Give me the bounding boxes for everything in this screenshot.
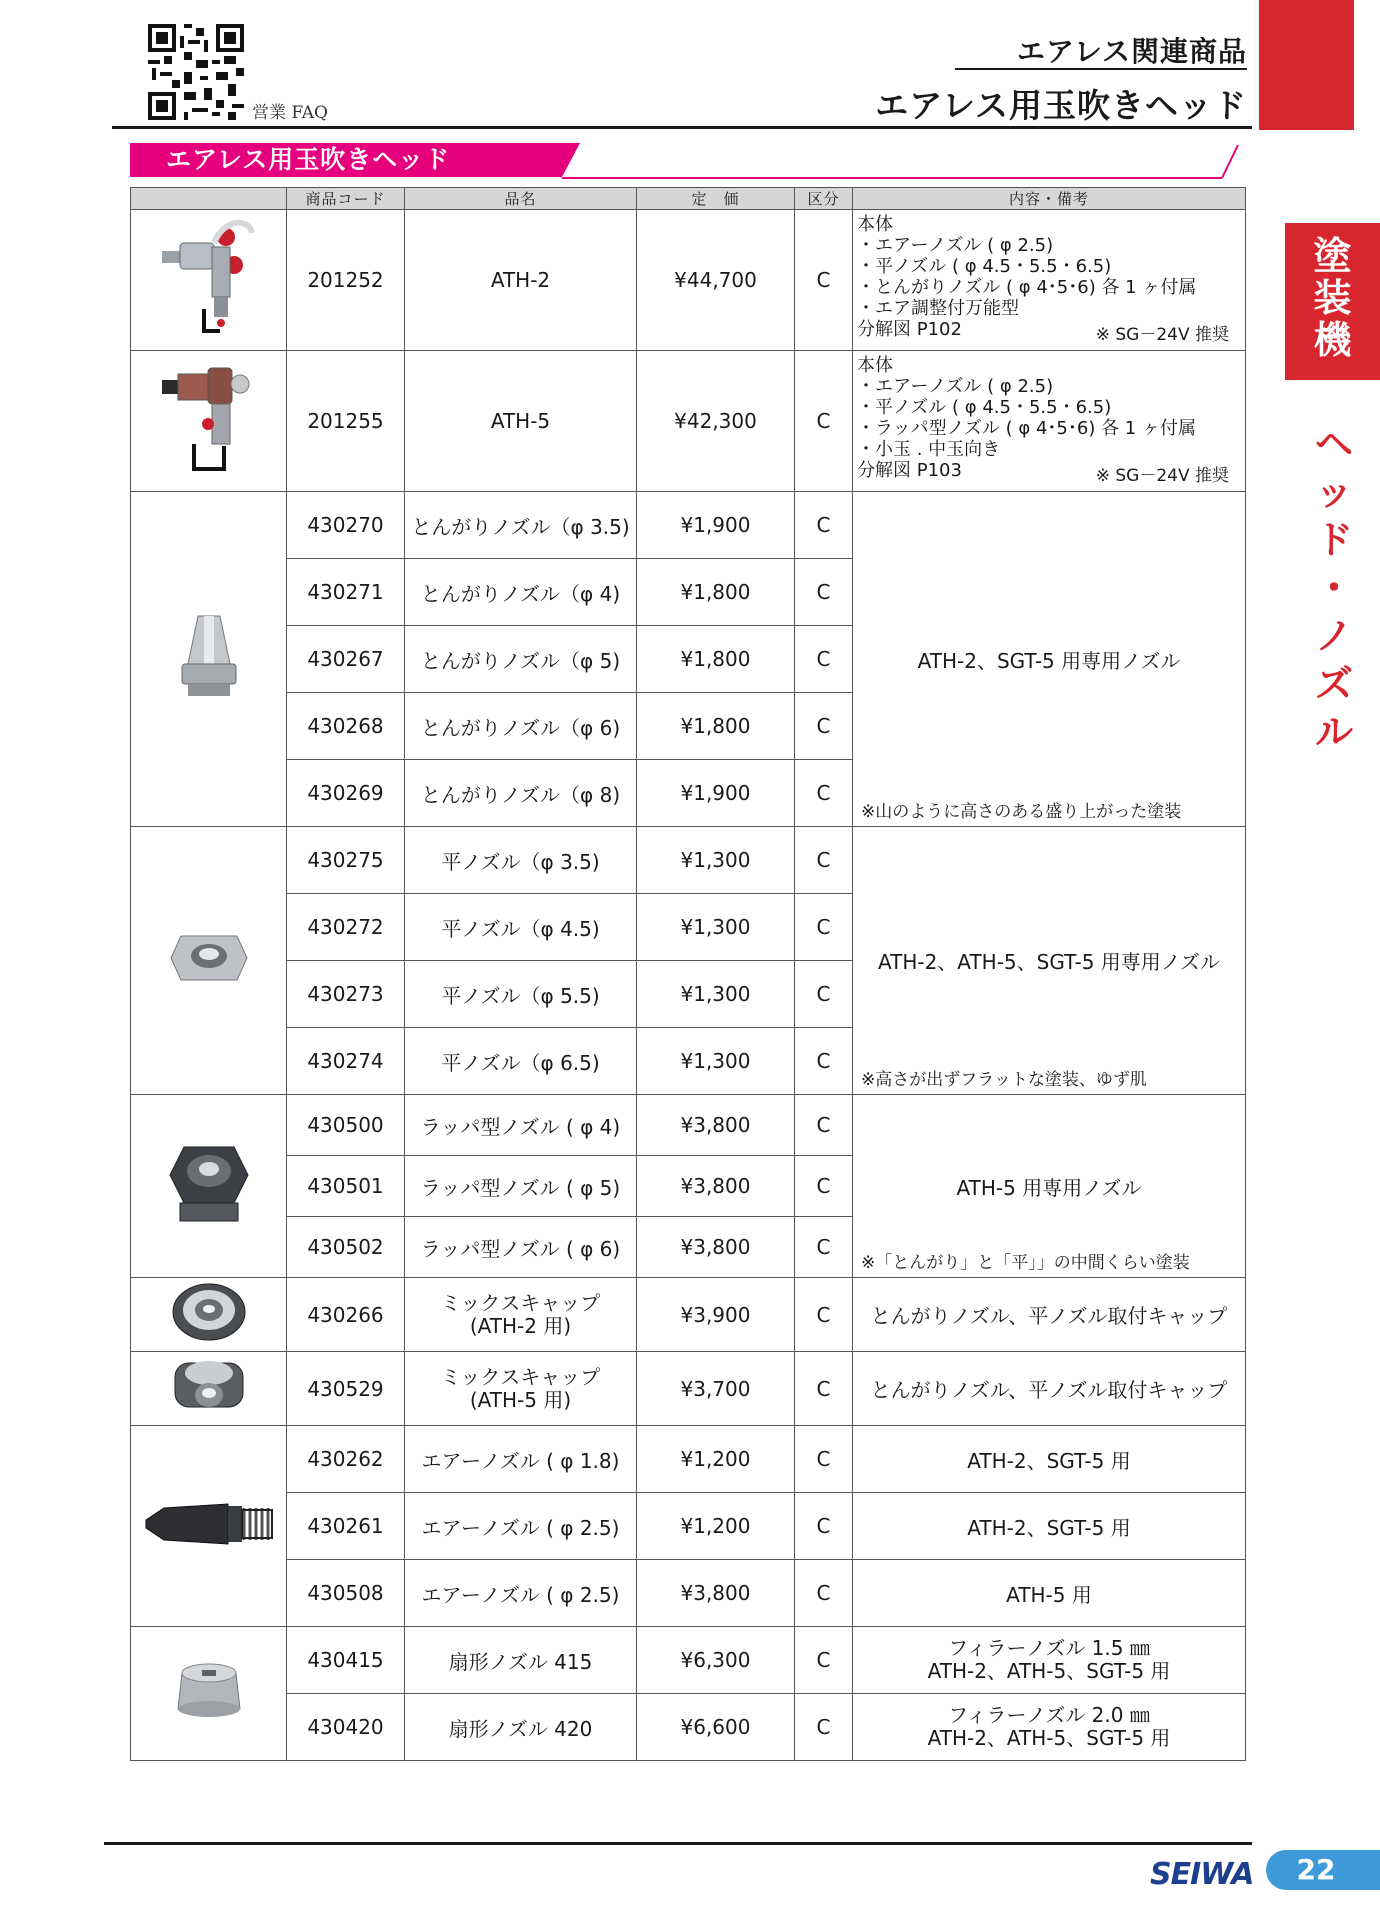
cell-name: ラッパ型ノズル ( φ 5) <box>405 1156 637 1217</box>
side-tab-char: 塗 <box>1313 234 1352 278</box>
side-tab-painting-machines[interactable] <box>1285 223 1380 380</box>
cell-price: ¥3,800 <box>637 1156 795 1217</box>
cell-notes: とんがりノズル、平ノズル取付キャップ <box>853 1278 1246 1352</box>
cell-name: とんがりノズル（φ 8) <box>405 760 637 827</box>
cell-class: C <box>795 1028 853 1095</box>
header-rule <box>112 126 1252 129</box>
name-line: ミックスキャップ <box>440 1290 601 1315</box>
table-row <box>131 1627 1246 1694</box>
mix-cap-ath2-icon <box>169 1280 249 1344</box>
note-main: ATH-2、ATH-5、SGT-5 用専用ノズル <box>877 950 1220 974</box>
mix-cap-ath5-icon <box>169 1353 249 1419</box>
note-line: ・エアーノズル ( φ 2.5) <box>857 235 1054 256</box>
table-row <box>131 210 1246 351</box>
cell-code: 430273 <box>287 961 405 1028</box>
cell-code: 430270 <box>287 492 405 559</box>
cell-price: ¥3,800 <box>637 1560 795 1627</box>
side-label-char: ・ <box>1314 566 1353 610</box>
note-line: ・小玉 . 中玉向き <box>857 439 1001 460</box>
cell-code: 430267 <box>287 626 405 693</box>
header-notes: 内容・備考 <box>853 188 1246 210</box>
pointed-nozzle-icon <box>174 612 244 702</box>
side-tab-char: 装 <box>1313 276 1352 320</box>
note-line: 分解図 P103 <box>857 460 962 481</box>
cell-class: C <box>795 693 853 760</box>
cell-code: 430275 <box>287 827 405 894</box>
note-line: ・とんがりノズル ( φ 4･5･6) 各 1 ヶ付属 <box>857 277 1197 298</box>
cell-price: ¥1,800 <box>637 693 795 760</box>
category-title: エアレス関連商品 <box>1016 35 1247 68</box>
side-tab-char: 機 <box>1313 318 1352 362</box>
cell-code: 430420 <box>287 1694 405 1761</box>
cell-notes <box>853 1694 1246 1761</box>
note-line: ・エアーノズル ( φ 2.5) <box>857 376 1054 397</box>
side-label-char: ズ <box>1314 662 1353 706</box>
header-price: 定 価 <box>637 188 795 210</box>
cell-notes <box>853 827 1246 1095</box>
cell-price: ¥6,600 <box>637 1694 795 1761</box>
cell-class: C <box>795 1694 853 1761</box>
cell-notes: ATH-2、SGT-5 用 <box>853 1493 1246 1560</box>
cell-name: 平ノズル（φ 6.5) <box>405 1028 637 1095</box>
cell-name: ATH-2 <box>405 210 637 351</box>
note-line: フィラーノズル 2.0 ㎜ <box>948 1703 1150 1727</box>
product-image-mix-cap-ath5 <box>131 1352 287 1426</box>
air-nozzle-icon <box>142 1494 276 1554</box>
table-row <box>131 1278 1246 1352</box>
cell-class: C <box>795 827 853 894</box>
cell-notes <box>853 492 1246 827</box>
cell-class: C <box>795 1426 853 1493</box>
cell-code: 430529 <box>287 1352 405 1426</box>
note-sub: ※山のように高さのある盛り上がった塗装 <box>861 802 1182 822</box>
cell-notes: とんがりノズル、平ノズル取付キャップ <box>853 1352 1246 1426</box>
note-line: ・エア調整付万能型 <box>857 298 1019 319</box>
note-line: 分解図 P102 <box>857 319 962 340</box>
cell-name <box>405 1352 637 1426</box>
cell-price: ¥1,200 <box>637 1426 795 1493</box>
cell-class: C <box>795 961 853 1028</box>
table-row <box>131 1352 1246 1426</box>
header-class: 区分 <box>795 188 853 210</box>
cell-code: 430261 <box>287 1493 405 1560</box>
faq-label: 営業 FAQ <box>252 103 328 123</box>
note-line: ATH-2、ATH-5、SGT-5 用 <box>927 1726 1171 1750</box>
cell-price: ¥1,300 <box>637 827 795 894</box>
cell-name: エアーノズル ( φ 2.5) <box>405 1560 637 1627</box>
recommend-note: ※ SG－24V 推奨 <box>1095 466 1229 486</box>
note-main: ATH-2、SGT-5 用専用ノズル <box>917 648 1181 673</box>
table-row <box>131 492 1246 559</box>
cell-code: 430272 <box>287 894 405 961</box>
cell-name: とんがりノズル（φ 5) <box>405 626 637 693</box>
cell-class: C <box>795 1278 853 1352</box>
cell-name: とんがりノズル（φ 6) <box>405 693 637 760</box>
table-row <box>131 1694 1246 1761</box>
table-header-row <box>131 188 1246 210</box>
cell-price: ¥1,900 <box>637 760 795 827</box>
cell-code: 430268 <box>287 693 405 760</box>
note-line: ・平ノズル ( φ 4.5・5.5・6.5) <box>857 256 1112 277</box>
category-rule <box>955 68 1247 70</box>
cell-class: C <box>795 559 853 626</box>
cell-code: 201252 <box>287 210 405 351</box>
section-banner-title: エアレス用玉吹きヘッド <box>166 145 451 174</box>
cell-code: 430266 <box>287 1278 405 1352</box>
cell-code: 201255 <box>287 351 405 492</box>
cell-code: 430269 <box>287 760 405 827</box>
cell-price: ¥3,700 <box>637 1352 795 1426</box>
cell-code: 430501 <box>287 1156 405 1217</box>
cell-notes <box>853 351 1246 492</box>
product-image-pointed-nozzle <box>131 492 287 827</box>
cell-class: C <box>795 1352 853 1426</box>
cell-price: ¥1,300 <box>637 1028 795 1095</box>
note-sub: ※「とんがり」と「平」」の中間くらい塗装 <box>861 1253 1190 1273</box>
product-table <box>130 187 1246 1761</box>
header-code: 商品コード <box>287 188 405 210</box>
flat-nozzle-icon <box>167 928 251 988</box>
cell-price: ¥1,300 <box>637 894 795 961</box>
note-line: 本体 <box>857 214 893 235</box>
cell-code: 430271 <box>287 559 405 626</box>
cell-class: C <box>795 210 853 351</box>
note-line: 本体 <box>857 355 893 376</box>
cell-class: C <box>795 894 853 961</box>
table-row <box>131 1426 1246 1493</box>
cell-name: 扇形ノズル 415 <box>405 1627 637 1694</box>
cell-class: C <box>795 492 853 559</box>
cell-name: エアーノズル ( φ 1.8) <box>405 1426 637 1493</box>
cell-class: C <box>795 1156 853 1217</box>
table-row <box>131 827 1246 894</box>
cell-price: ¥44,700 <box>637 210 795 351</box>
spray-head-ath5-icon <box>154 354 264 484</box>
product-image-mix-cap-ath2 <box>131 1278 287 1352</box>
cell-name: とんがりノズル（φ 3.5) <box>405 492 637 559</box>
cell-price: ¥1,200 <box>637 1493 795 1560</box>
cell-class: C <box>795 626 853 693</box>
cell-name: エアーノズル ( φ 2.5) <box>405 1493 637 1560</box>
cell-notes: ATH-2、SGT-5 用 <box>853 1426 1246 1493</box>
note-main: ATH-5 用専用ノズル <box>956 1175 1142 1200</box>
cell-price: ¥3,800 <box>637 1217 795 1278</box>
cell-notes <box>853 1095 1246 1278</box>
cell-price: ¥6,300 <box>637 1627 795 1694</box>
seiwa-logo: SEIWA <box>1150 1857 1254 1892</box>
cell-code: 430274 <box>287 1028 405 1095</box>
cell-class: C <box>795 1627 853 1694</box>
cell-class: C <box>795 351 853 492</box>
cell-name: 扇形ノズル 420 <box>405 1694 637 1761</box>
cell-code: 430500 <box>287 1095 405 1156</box>
product-image-ath2 <box>131 210 287 351</box>
cell-code: 430508 <box>287 1560 405 1627</box>
cell-code: 430502 <box>287 1217 405 1278</box>
name-line: (ATH-2 用) <box>469 1313 572 1338</box>
table-row <box>131 1095 1246 1156</box>
side-label-char: ル <box>1314 710 1353 754</box>
cell-class: C <box>795 760 853 827</box>
cell-class: C <box>795 1560 853 1627</box>
cell-notes <box>853 1627 1246 1694</box>
trumpet-nozzle-icon <box>166 1141 252 1227</box>
cell-price: ¥1,300 <box>637 961 795 1028</box>
header-image <box>131 188 287 210</box>
cell-price: ¥42,300 <box>637 351 795 492</box>
side-label-char: ッ <box>1314 470 1353 514</box>
product-image-trumpet-nozzle <box>131 1095 287 1278</box>
note-line: ・平ノズル ( φ 4.5・5.5・6.5) <box>857 397 1112 418</box>
qr-code[interactable] <box>148 24 244 120</box>
table-row <box>131 1560 1246 1627</box>
cell-class: C <box>795 1493 853 1560</box>
product-image-fan-nozzle <box>131 1627 287 1761</box>
note-line: ・ラッパ型ノズル ( φ 4･5･6) 各 1 ヶ付属 <box>857 418 1196 439</box>
cell-notes: ATH-5 用 <box>853 1560 1246 1627</box>
cell-name: ATH-5 <box>405 351 637 492</box>
cell-name: ラッパ型ノズル ( φ 6) <box>405 1217 637 1278</box>
fan-nozzle-icon <box>174 1659 244 1723</box>
cell-notes <box>853 210 1246 351</box>
product-image-ath5 <box>131 351 287 492</box>
cell-name: 平ノズル（φ 5.5) <box>405 961 637 1028</box>
name-line: ミックスキャップ <box>440 1364 601 1389</box>
product-image-flat-nozzle <box>131 827 287 1095</box>
side-label-char: ノ <box>1314 614 1353 658</box>
cell-code: 430262 <box>287 1426 405 1493</box>
cell-name <box>405 1278 637 1352</box>
note-sub: ※高さが出ずフラットな塗装、ゆず肌 <box>861 1070 1147 1090</box>
cell-price: ¥3,900 <box>637 1278 795 1352</box>
recommend-note: ※ SG－24V 推奨 <box>1095 325 1229 345</box>
spray-head-ath2-icon <box>154 213 264 343</box>
page-number: 22 <box>1296 1853 1336 1886</box>
cell-price: ¥3,800 <box>637 1095 795 1156</box>
side-label-head-nozzle <box>1304 420 1364 756</box>
footer-rule <box>104 1842 1252 1845</box>
note-line: ATH-2、ATH-5、SGT-5 用 <box>927 1659 1171 1683</box>
product-image-air-nozzle <box>131 1426 287 1627</box>
page-title: エアレス用玉吹きヘッド <box>875 86 1247 125</box>
header-name: 品名 <box>405 188 637 210</box>
top-red-strip <box>1259 0 1354 130</box>
side-label-char: ド <box>1314 518 1353 562</box>
cell-name: とんがりノズル（φ 4) <box>405 559 637 626</box>
cell-price: ¥1,800 <box>637 626 795 693</box>
table-row <box>131 1493 1246 1560</box>
cell-price: ¥1,900 <box>637 492 795 559</box>
cell-class: C <box>795 1095 853 1156</box>
name-line: (ATH-5 用) <box>469 1387 572 1412</box>
cell-name: 平ノズル（φ 4.5) <box>405 894 637 961</box>
cell-price: ¥1,800 <box>637 559 795 626</box>
cell-code: 430415 <box>287 1627 405 1694</box>
cell-name: 平ノズル（φ 3.5) <box>405 827 637 894</box>
table-row <box>131 351 1246 492</box>
cell-class: C <box>795 1217 853 1278</box>
side-label-char: ヘ <box>1314 422 1353 466</box>
note-line: フィラーノズル 1.5 ㎜ <box>948 1636 1150 1660</box>
cell-name: ラッパ型ノズル ( φ 4) <box>405 1095 637 1156</box>
